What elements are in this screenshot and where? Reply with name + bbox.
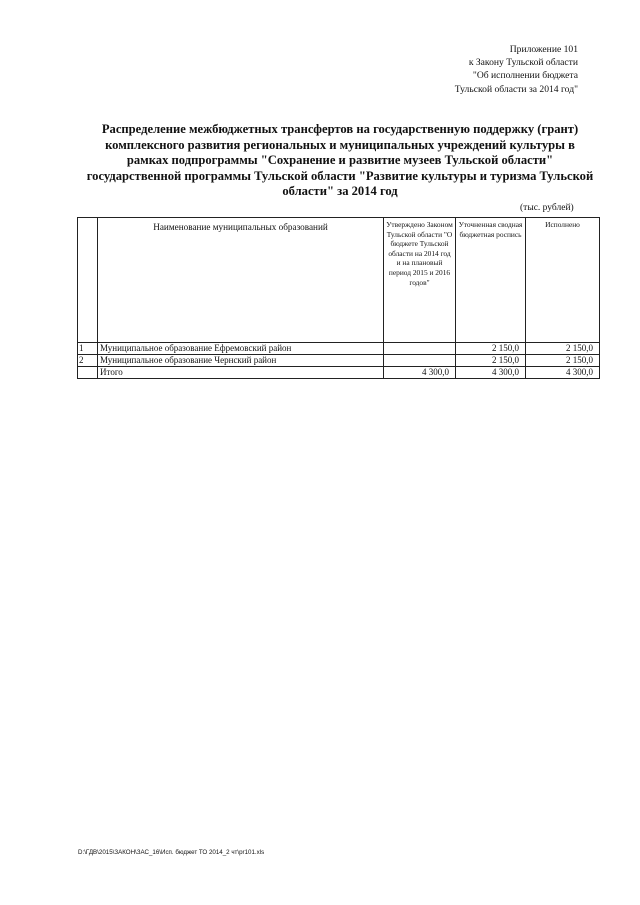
total-index (78, 367, 98, 379)
appendix-line-1: Приложение 101 (509, 44, 578, 55)
row-approved (384, 343, 456, 355)
title-line-3: рамках подпрограммы "Сохранение и развитие музеев Тульской области" (126, 153, 554, 168)
appendix-line-2: к Закону Тульской области (468, 57, 578, 69)
title-line-4: государственной программы Тульской области "Развитие культуры и туризма Тульской (86, 168, 594, 183)
row-executed: 2 150,0 (526, 343, 600, 355)
appendix-line-4: Тульской области за 2014 год" (454, 83, 578, 95)
appendix-line-3: "Об исполнении бюджета (472, 70, 578, 82)
row-index: 2 (78, 355, 98, 367)
document-title (70, 122, 610, 200)
row-index: 1 (78, 343, 98, 355)
appendix-header (380, 43, 578, 96)
title-line-5: области" за 2014 год (282, 184, 398, 199)
header-index (78, 218, 98, 343)
table-row (78, 343, 600, 355)
header-approved: Утверждено Законом Тульской области "О бюджете Тульской области на 2014 год и на плановый период 2015 и 2016 годов" (384, 218, 456, 343)
table-total-row (78, 367, 600, 379)
total-executed: 4 300,0 (526, 367, 600, 379)
row-refined: 2 150,0 (456, 355, 526, 367)
table-header-row (78, 218, 600, 343)
table-row (78, 355, 600, 367)
header-refined: Уточненная сводная бюджетная роспись (456, 218, 526, 343)
header-executed: Исполнено (526, 218, 600, 343)
header-name: Наименование муниципальных образований (98, 218, 384, 343)
row-name: Муниципальное образование Ефремовский район (98, 343, 384, 355)
row-name: Муниципальное образование Чернский район (98, 355, 384, 367)
total-name: Итого (98, 367, 384, 379)
total-refined: 4 300,0 (456, 367, 526, 379)
row-refined: 2 150,0 (456, 343, 526, 355)
title-line-1: Распределение межбюджетных трансфертов на государственную поддержку (грант) (101, 122, 579, 136)
row-executed: 2 150,0 (526, 355, 600, 367)
file-path-footer: D:\ГДВ\2015\ЗАКОН\ЗАС_16\Исп. бюджет ТО 2014_2 чт\pr101.xls (78, 849, 265, 856)
row-approved (384, 355, 456, 367)
units-label: (тыс. рублей) (520, 203, 574, 213)
title-line-2: комплексного развития региональных и муниципальных учреждений культуры в (105, 137, 575, 152)
transfers-table (77, 217, 600, 379)
total-approved: 4 300,0 (384, 367, 456, 379)
